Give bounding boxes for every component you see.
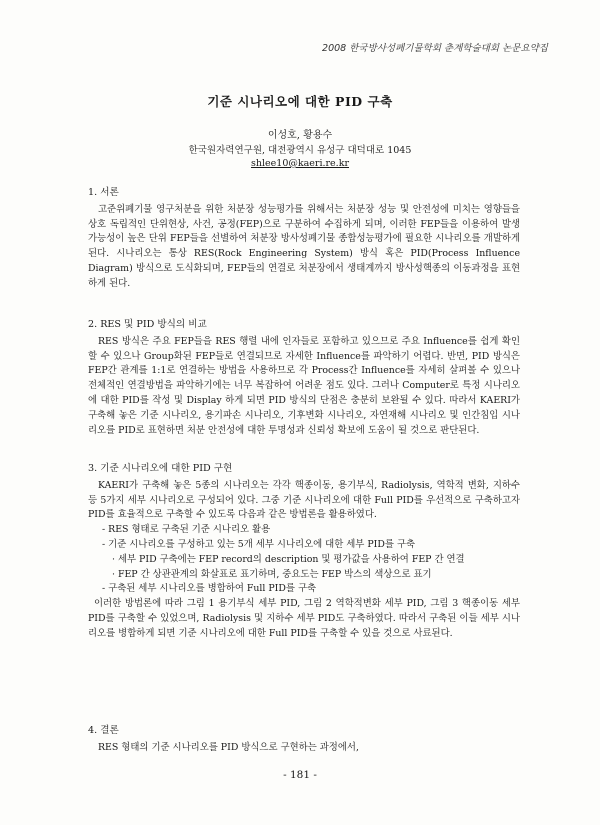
list-item: - 기준 시나리오를 구성하고 있는 5개 세부 시나리오에 대한 세부 PID를 구축 — [102, 538, 416, 550]
page-number: - 181 - — [283, 769, 317, 781]
section-heading: 2. RES 및 PID 방식의 비교 — [88, 319, 207, 330]
section-heading: 3. 기준 시나리오에 대한 PID 구현 — [88, 463, 233, 474]
section-heading: 4. 결론 — [88, 725, 119, 736]
list-subitem: · FEP 간 상관관계의 화살표로 표기하며, 중요도는 FEP 박스의 색상으로 표기 — [112, 568, 432, 580]
section-paragraph: RES 형태의 기준 시나리오를 PID 방식으로 구현하는 과정에서, — [98, 741, 359, 753]
paper-email — [0, 158, 600, 169]
section-conclusion — [88, 724, 520, 756]
section-paragraph: KAERI가 구축해 놓은 5종의 시나리오는 각각 핵종이동, 용기부식, Radiolysis, 역학적 변화, 지하수 등 5가지 세부 시나리오로 구성되어 있다. 그중 기준 시나리오에 대한 Full PID를 우선적으로 구축하고자 PID를 효율적으로 구축할 수 있도록 다음과 같은 방법론을 활용하였다. — [88, 479, 520, 521]
section-comparison — [88, 318, 520, 438]
section-introduction — [88, 186, 520, 292]
section-implementation — [88, 462, 520, 642]
list-item: - 구축된 세부 시나리오를 병합하여 Full PID를 구축 — [102, 583, 317, 595]
section-closing-paragraph: 이러한 방법론에 따라 그림 1 용기부식 세부 PID, 그림 2 역학적변화 세부 PID, 그림 3 핵종이동 세부 PID를 구축할 수 있었으며, Radiolysis 및 지하수 세부 PID도 구축하였다. 따라서 구축된 이들 세부 시나리오를 병합하게 되면 기준 시나리오에 대한 Full PID를 구축할 수 있을 것으로 사료된다. — [88, 598, 520, 639]
section-paragraph: RES 방식은 주요 FEP들을 RES 행렬 내에 인자들로 포함하고 있으므로 주요 Influence를 쉽게 확인할 수 있으나 Group화된 FEP들로 연결되므로 자세한 Influence를 파악하기 어렵다. 반면, PID 방식은 FEP간 관계를 1:1로 연결하는 방법을 사용하므로 각 Process간 Influence를 자세히 살펴볼 수 있으나 전체적인 연결방법을 파악하기에는 너무 복잡하여 어려운 점도 있다. 그러나 Computer로 특정 시나리오에 대한 PID를 작성 및 Display 하게 되면 PID 방식의 단점은 충분히 보완될 수 있다. 따라서 KAERI가 구축해 놓은 기준 시나리오, 용기파손 시나리오, 기후변화 시나리오, 자연재해 시나리오 및 인간침입 시나리오를 PID로 표현하면 처분 안전성에 대한 투명성과 신뢰성 확보에 도움이 될 것으로 판단된다. — [88, 335, 520, 436]
list-item: - RES 형태로 구축된 기준 시나리오 활용 — [102, 524, 271, 536]
running-header: 2008 한국방사성폐기물학회 춘계학술대회 논문요약집 — [322, 43, 548, 54]
paper-affiliation: 한국원자력연구원, 대전광역시 유성구 대덕대로 1045 — [188, 145, 412, 156]
methodology-list — [88, 523, 520, 597]
paper-authors: 이성호, 황용수 — [267, 130, 333, 141]
paper-title: 기준 시나리오에 대한 PID 구축 — [207, 94, 393, 109]
section-heading: 1. 서론 — [88, 187, 119, 198]
email-link[interactable]: shlee10@kaeri.re.kr — [251, 158, 349, 169]
list-subitem: · 세부 PID 구축에는 FEP record의 description 및 평가값을 사용하여 FEP 간 연결 — [112, 553, 465, 565]
section-paragraph: 고준위폐기물 영구처분을 위한 처분장 성능평가를 위해서는 처분장 성능 및 안전성에 미치는 영향들을 상호 독립적인 단위현상, 사건, 공정(FEP)으로 구분하여 수집하게 되며, 이러한 FEP들을 이용하여 발생가능성이 높은 단위 FEP들을 선별하여 처분장 방사성폐기물 종합성능평가에 필요한 시나리오를 개발하게 된다. 시나리오는 통상 RES(Rock Engineering System) 방식 혹은 PID(Process Influence Diagram) 방식으로 도식화되며, FEP들의 연결로 처분장에서 생태계까지 방사성핵종의 이동과정을 표현하게 된다. — [88, 203, 520, 289]
